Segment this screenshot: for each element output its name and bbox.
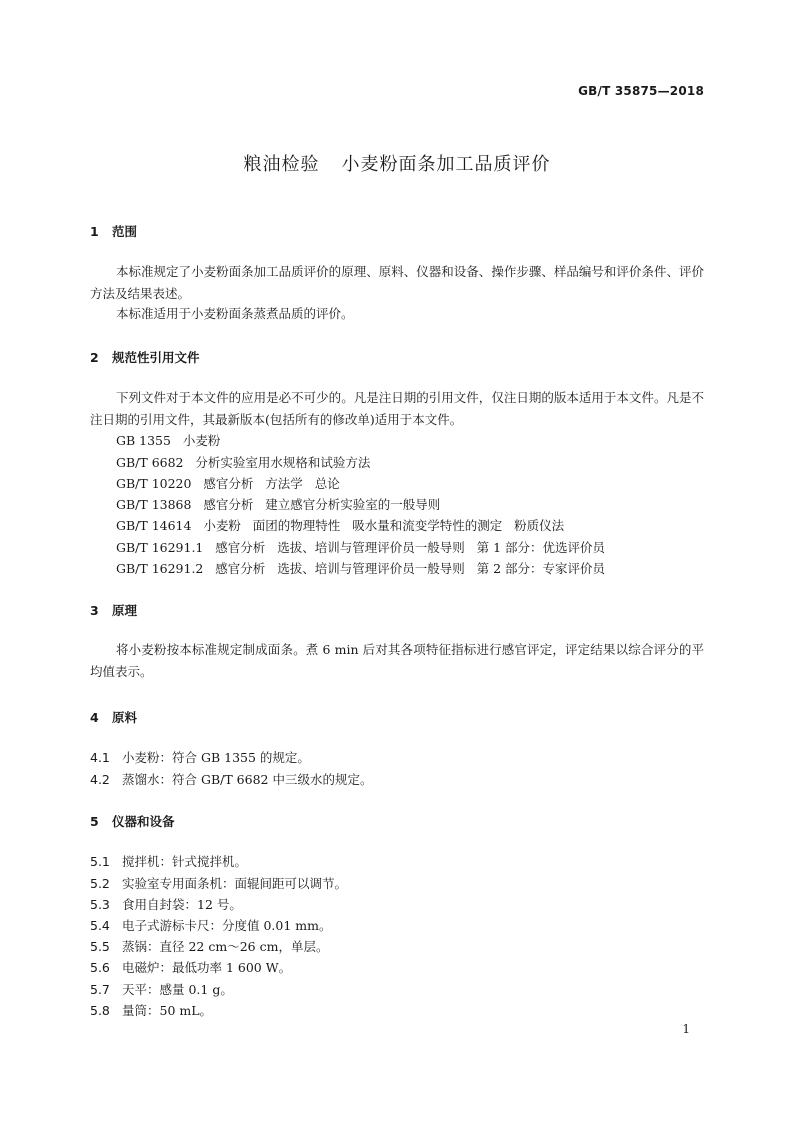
item-text: 量筒：50 mL。 [122, 1003, 213, 1018]
section-1-paragraph-2: 本标准适用于小麦粉面条蒸煮品质的评价。 [116, 306, 354, 321]
item-text: 食用自封袋：12 号。 [122, 897, 242, 912]
section-1-paragraph-1: 本标准规定了小麦粉面条加工品质评价的原理、原料、仪器和设备、操作步骤、样品编号和评价条件、评价方法及结果表述。 [90, 264, 704, 301]
document-code: GB/T 35875—2018 [578, 84, 704, 98]
title-part-2: 小麦粉面条加工品质评价 [341, 154, 551, 175]
section-2-heading [90, 348, 200, 366]
item-number: 5.2 [90, 876, 110, 891]
item-text: 蒸锅：直径 22 cm～26 cm，单层。 [122, 939, 329, 954]
section-number: 4 [90, 710, 99, 725]
list-item [90, 958, 291, 976]
item-number: 5.3 [90, 897, 110, 912]
list-item [90, 748, 310, 766]
section-2-paragraph-1: 下列文件对于本文件的应用是必不可少的。凡是注日期的引用文件，仅注日期的版本适用于本文件。凡是不注日期的引用文件，其最新版本(包括所有的修改单)适用于本文件。 [90, 390, 704, 427]
page-title [0, 150, 794, 176]
normative-reference: GB/T 16291.1 感官分析 选拔、培训与管理评价员一般导则 第 1 部分：优选评价员 [116, 540, 606, 555]
page-number: 1 [682, 1022, 690, 1036]
list-item [90, 874, 347, 892]
item-number: 5.1 [90, 854, 110, 869]
item-text: 天平：感量 0.1 g。 [122, 982, 233, 997]
section-3-paragraph-1: 将小麦粉按本标准规定制成面条。煮 6 min 后对其各项特征指标进行感官评定，评定结果以综合评分的平均值表示。 [90, 642, 704, 679]
item-number: 5.8 [90, 1003, 110, 1018]
section-5-heading [90, 812, 175, 830]
section-number: 1 [90, 224, 99, 239]
normative-reference: GB/T 16291.2 感官分析 选拔、培训与管理评价员一般导则 第 2 部分：专家评价员 [116, 561, 606, 576]
item-number: 4.2 [90, 772, 110, 787]
title-part-1: 粮油检验 [243, 154, 320, 175]
list-item [90, 1001, 212, 1019]
section-title: 仪器和设备 [112, 814, 175, 829]
list-item [90, 937, 328, 955]
item-text: 搅拌机：针式搅拌机。 [122, 854, 248, 869]
item-number: 4.1 [90, 750, 110, 765]
list-item [90, 980, 233, 998]
item-text: 电子式游标卡尺：分度值 0.01 mm。 [122, 918, 332, 933]
item-number: 5.4 [90, 918, 110, 933]
section-1-heading [90, 222, 137, 240]
section-3-heading [90, 601, 137, 619]
section-number: 2 [90, 350, 99, 365]
item-text: 电磁炉：最低功率 1 600 W。 [122, 960, 292, 975]
item-text: 小麦粉：符合 GB 1355 的规定。 [122, 750, 310, 765]
section-title: 原料 [112, 710, 138, 725]
item-text: 蒸馏水：符合 GB/T 6682 中三级水的规定。 [122, 772, 373, 787]
item-text: 实验室专用面条机：面辊间距可以调节。 [122, 876, 348, 891]
normative-reference: GB 1355 小麦粉 [116, 433, 221, 448]
item-number: 5.6 [90, 960, 110, 975]
list-item [90, 852, 247, 870]
section-title: 范围 [112, 224, 138, 239]
normative-reference: GB/T 13868 感官分析 建立感官分析实验室的一般导则 [116, 497, 441, 512]
section-title: 原理 [112, 603, 138, 618]
normative-reference: GB/T 10220 感官分析 方法学 总论 [116, 476, 340, 491]
section-4-heading [90, 708, 137, 726]
section-number: 5 [90, 814, 99, 829]
item-number: 5.5 [90, 939, 110, 954]
list-item [90, 770, 372, 788]
section-title: 规范性引用文件 [112, 350, 200, 365]
list-item [90, 895, 242, 913]
section-number: 3 [90, 603, 99, 618]
item-number: 5.7 [90, 982, 110, 997]
list-item [90, 916, 332, 934]
normative-reference: GB/T 6682 分析实验室用水规格和试验方法 [116, 455, 371, 470]
normative-reference: GB/T 14614 小麦粉 面团的物理特性 吸水量和流变学特性的测定 粉质仪法 [116, 518, 565, 533]
